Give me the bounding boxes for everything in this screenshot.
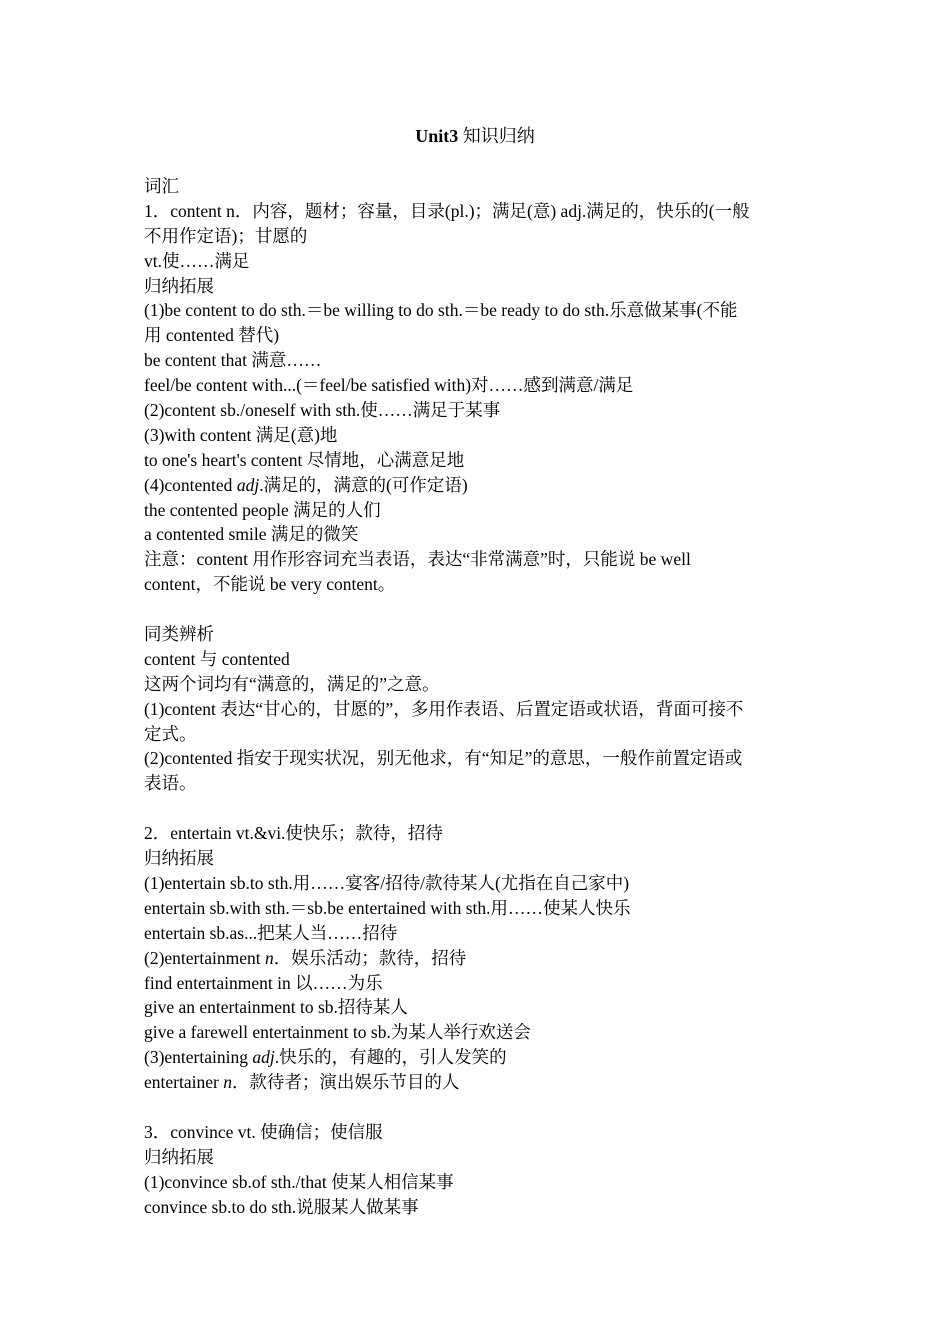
line-suffix: ．娱乐活动；款待，招待 xyxy=(273,947,467,968)
text-line: 词汇 xyxy=(144,176,179,196)
text-line: (2)contented 指安于现实状况，别无他求，有“知足”的意思，一般作前置定语或 xyxy=(144,748,743,769)
part-of-speech: adj xyxy=(252,1047,275,1068)
line-suffix: ．款待者；演出娱乐节目的人 xyxy=(231,1072,460,1093)
text-line: vt.使……满足 xyxy=(144,250,250,271)
text-line: 3．convince vt. 使确信；使信服 xyxy=(144,1121,383,1142)
text-line: (3)with content 满足(意)地 xyxy=(144,424,338,445)
text-line: 定式。 xyxy=(144,723,197,744)
text-line: give an entertainment to sb.招待某人 xyxy=(144,997,408,1018)
line-suffix: .快乐的，有趣的，引人发笑的 xyxy=(274,1047,507,1068)
document-body xyxy=(144,174,814,1219)
text-line: 归纳拓展 xyxy=(144,1146,214,1167)
text-line: entertain sb.as...把某人当……招待 xyxy=(144,922,398,943)
line-suffix: .满足的，满意的(可作定语) xyxy=(259,474,468,495)
blank-line xyxy=(144,1095,814,1120)
text-line xyxy=(144,946,814,971)
text-line: 不用作定语)；甘愿的 xyxy=(144,225,308,246)
line-prefix: (3)entertaining xyxy=(144,1047,253,1068)
text-line: content，不能说 be very content。 xyxy=(144,574,396,595)
text-line: 归纳拓展 xyxy=(144,848,214,869)
title-bold: Unit3 xyxy=(415,126,459,146)
line-prefix: (4)contented xyxy=(144,474,237,495)
blank-line xyxy=(144,597,814,622)
page-title xyxy=(0,124,950,149)
text-line: 用 contented 替代) xyxy=(144,325,280,346)
text-line: give a farewell entertainment to sb.为某人举行欢送会 xyxy=(144,1022,531,1043)
text-line: 1．content n．内容，题材；容量，目录(pl.)；满足(意) adj.满足的，快乐的(一般 xyxy=(144,200,750,221)
text-line xyxy=(144,473,814,498)
text-line: find entertainment in 以……为乐 xyxy=(144,972,383,993)
text-line: 表语。 xyxy=(144,773,197,794)
text-line: content 与 contented xyxy=(144,648,290,669)
text-line: 2．entertain vt.&vi.使快乐；款待，招待 xyxy=(144,823,443,844)
text-line: 同类辨析 xyxy=(144,624,214,645)
text-line: (1)be content to do sth.＝be willing to do sth.＝be ready to do sth.乐意做某事(不能 xyxy=(144,300,738,321)
text-line xyxy=(144,1070,814,1095)
text-line: be content that 满意…… xyxy=(144,350,322,371)
line-prefix: entertainer xyxy=(144,1072,224,1093)
text-line xyxy=(144,1045,814,1070)
text-line: (1)entertain sb.to sth.用……宴客/招待/款待某人(尤指在自己家中) xyxy=(144,872,630,893)
title-rest: 知识归纳 xyxy=(462,126,535,146)
text-line: (2)content sb./oneself with sth.使……满足于某事 xyxy=(144,400,501,421)
line-prefix: (2)entertainment xyxy=(144,947,265,968)
blank-line xyxy=(144,796,814,821)
part-of-speech: n xyxy=(265,947,274,968)
text-line: 归纳拓展 xyxy=(144,275,214,296)
text-line: feel/be content with...(＝feel/be satisfied with)对……感到满意/满足 xyxy=(144,375,634,396)
part-of-speech: adj xyxy=(236,474,260,495)
text-line: 这两个词均有“满意的，满足的”之意。 xyxy=(144,673,440,694)
text-line: 注意：content 用作形容词充当表语，表达“非常满意”时，只能说 be well xyxy=(144,549,691,570)
text-line: the contented people 满足的人们 xyxy=(144,499,381,520)
part-of-speech: n xyxy=(223,1072,232,1093)
text-line: entertain sb.with sth.＝sb.be entertained with sth.用……使某人快乐 xyxy=(144,897,631,918)
text-line: to one's heart's content 尽情地，心满意足地 xyxy=(144,449,465,470)
text-line: (1)convince sb.of sth./that 使某人相信某事 xyxy=(144,1171,454,1192)
text-line: a contented smile 满足的微笑 xyxy=(144,524,359,545)
text-line: (1)content 表达“甘心的，甘愿的”，多用作表语、后置定语或状语，背面可接不 xyxy=(144,698,744,719)
text-line: convince sb.to do sth.说服某人做某事 xyxy=(144,1196,419,1217)
